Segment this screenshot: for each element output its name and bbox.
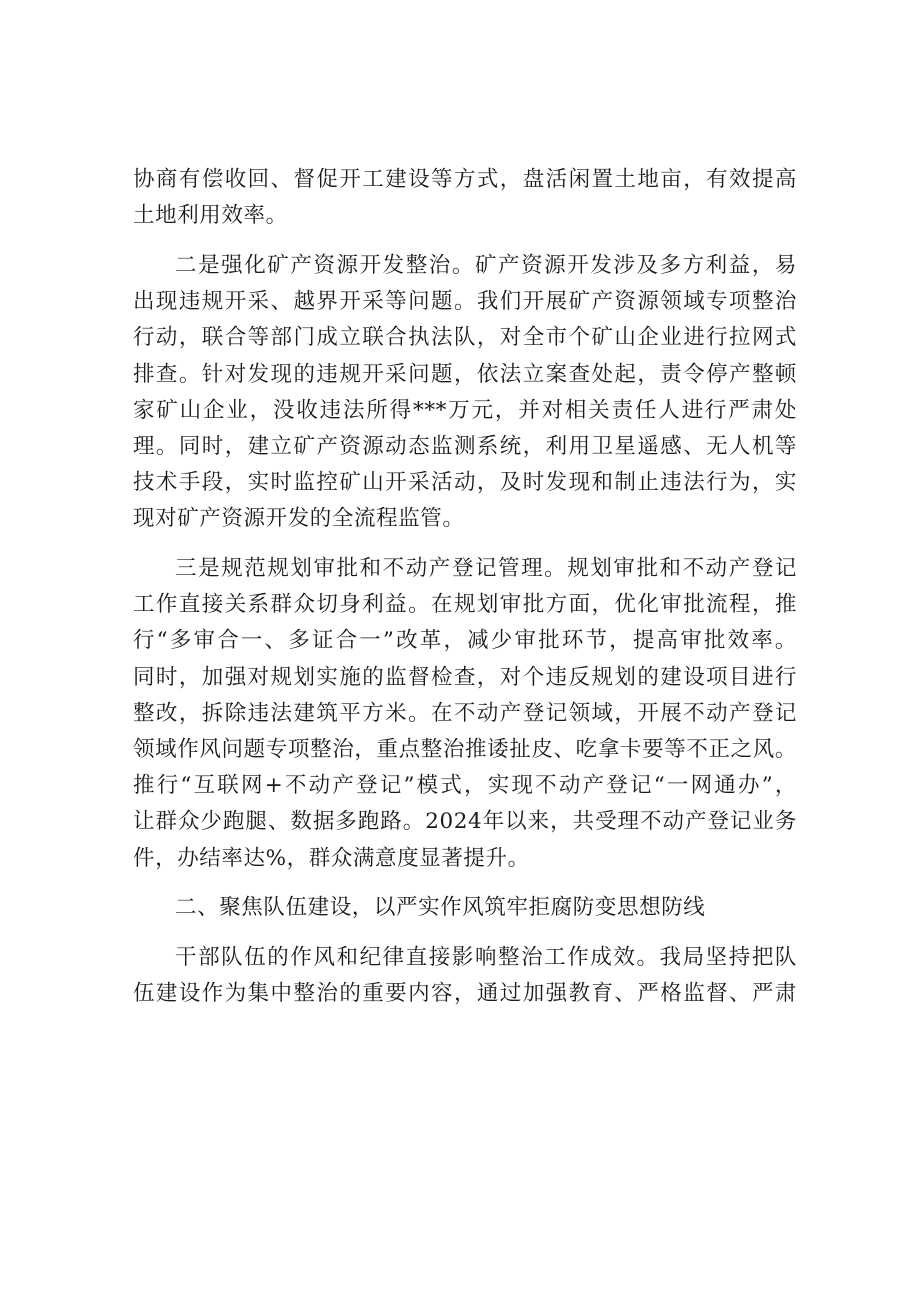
text-line: 技术手段，实时监控矿山开采活动，及时发现和制止违法行为，实: [133, 470, 797, 496]
text-line: 行动，联合等部门成立联合执法队，对全市个矿山企业进行拉网式: [133, 325, 797, 351]
text-line: 干部队伍的作风和纪律直接影响整治工作成效。我局坚持把队: [175, 945, 797, 971]
paragraph-mineral-resources: [133, 248, 797, 538]
text-line: 推行“互联网+不动产登记”模式，实现不动产登记“一网通办”，: [133, 773, 797, 799]
paragraph-land-efficiency: [133, 162, 797, 234]
section-heading: [133, 890, 797, 926]
paragraph-team-building: [133, 940, 797, 1012]
document-body: [133, 162, 797, 1013]
text-line: 工作直接关系群众切身利益。在规划审批方面，优化审批流程，推: [133, 592, 797, 618]
text-line: 领域作风问题专项整治，重点整治推诿扯皮、吃拿卡要等不正之风。: [133, 737, 797, 762]
text-line: 三是规范规划审批和不动产登记管理。规划审批和不动产登记: [175, 556, 797, 582]
text-line: 整改，拆除违法建筑平方米。在不动产登记领域，开展不动产登记: [133, 700, 797, 726]
text-line: 同时，加强对规划实施的监督检查，对个违反规划的建设项目进行: [133, 664, 797, 690]
text-line: 让群众少跑腿、数据多跑路。2024年以来，共受理不动产登记业务: [133, 809, 797, 835]
text-line: 伍建设作为集中整治的重要内容，通过加强教育、严格监督、严肃: [133, 981, 797, 1007]
text-line: 协商有偿收回、督促开工建设等方式，盘活闲置土地亩，有效提高: [133, 167, 797, 192]
text-line: 土地利用效率。: [133, 203, 288, 229]
text-line: 家矿山企业，没收违法所得***万元，并对相关责任人进行严肃处: [133, 397, 797, 423]
text-line: 理。同时，建立矿产资源动态监测系统，利用卫星遥感、无人机等: [133, 433, 797, 459]
text-line: 二是强化矿产资源开发整治。矿产资源开发涉及多方利益，易: [175, 252, 797, 278]
heading-text: 二、聚焦队伍建设，以严实作风筑牢拒腐防变思想防线: [175, 895, 706, 921]
text-line: 件，办结率达%，群众满意度显著提升。: [133, 845, 530, 871]
paragraph-planning-registration: [133, 551, 797, 877]
text-line: 现对矿产资源开发的全流程监管。: [133, 506, 465, 532]
text-line: 出现违规开采、越界开采等问题。我们开展矿产资源领域专项整治: [133, 289, 797, 315]
text-line: 排查。针对发现的违规开采问题，依法立案查处起，责令停产整顿: [133, 361, 797, 387]
text-line: 行“多审合一、多证合一”改革，减少审批环节，提高审批效率。: [133, 628, 797, 654]
